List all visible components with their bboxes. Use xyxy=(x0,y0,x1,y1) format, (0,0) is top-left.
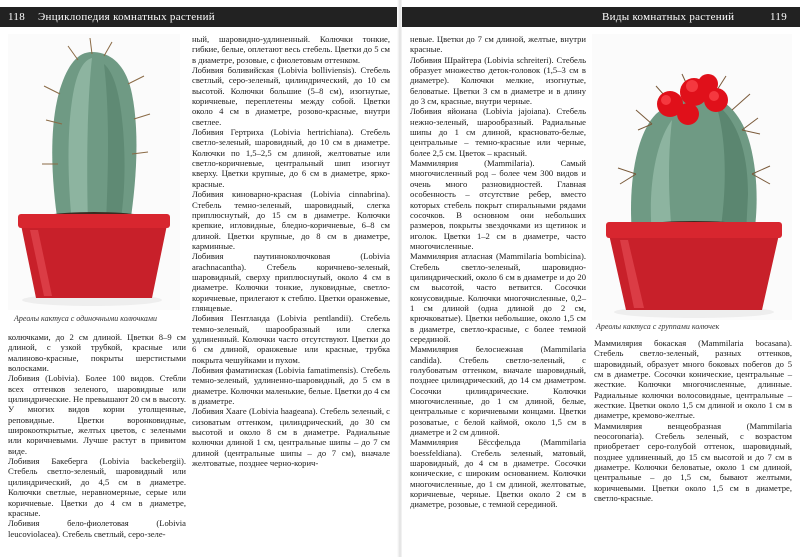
left-page-column-right xyxy=(192,34,390,468)
paragraph: ный, шаровидно-удлиненный. Колючки тонкие, гибкие, белые, оплетают весь стебель. Цветки до 5 см в диаметре, розовые, с фиолетовым оттенком. xyxy=(192,34,390,65)
paragraph: Лобивия яйоиана (Lobivia jajoiana). Стебель нежно-зеленый, шарообразный. Радиальные шипы до 1 см длиной, красновато-белые, центральные – темно-красные или черные, более 2,5 см. Цветок – красный. xyxy=(410,106,586,158)
paragraph: Лобивия Гертриха (Lobivia hertrichiana). Стебель светло-зеленый, шаровидный, до 10 см в диаметре. Колючки по 1,5–2,5 см длиной, желтоватые или светло-коричневые, центральный шип изогнут кверху. Цветки крупные, до 6 см в диаметре, ярко-красные. xyxy=(192,127,390,189)
paragraph: невые. Цветки до 7 см длиной, желтые, внутри красные. xyxy=(410,34,586,55)
paragraph: Лобивия фаматинская (Lobivia famatimensis). Стебель темно-зеленый, удлиненно-шаровидный, до 5 см в диаметре. Колючки маленькие, белые. Цветки до 4 см в диаметре. xyxy=(192,365,390,407)
paragraph: Лобивия киноварно-красная (Lobivia cinnabrina). Стебель темно-зеленый, шаровидный, слегка приплюснутый, до 15 см в диаметре. Колючки крепкие, игловидные, бледно-коричневые, 6–8 см длиной. Цветки крупные, до 8 см в диаметре, карминные. xyxy=(192,189,390,251)
paragraph: Маммилярия венцеобразная (Mammilaria neocoronaria). Стебель зеленый, с возрастом приобретает серо-голубой оттенок, шаровидный, позднее удлиненный, до 15 см высотой и до 7 см в диаметре. Колючки беловатые, около 1 см длиной, центральные – до 1,5 см, бывают желтыми, коричневыми. Цветки около 1,5 см в диаметре, светло-красные. xyxy=(594,420,792,504)
paragraph: Лобивия паутинноколючковая (Lobivia arachnacantha). Стебель коричнево-зеленый, шаровидный, сверху приплюснутый, около 4 см в диаметре. Колючки тонкие, луковидные, светло-коричневые, прилегают к стеблю. Цветки оранжевые, глянцевые. xyxy=(192,251,390,313)
photo-caption-left: Ареолы кактуса с одиночными колючками xyxy=(14,314,157,323)
paragraph: Маммилярия бокаская (Mammilaria bocasana). Стебель светло-зеленый, разных оттенков, шаровидный, образует много боковых побегов до 5 см в диаметре. Сосочки конические, центральные – жесткие. Колючки многочисленные, длинные. Радиальные колючки волосовидные, центральные – жесткие. Цветки около 1,5 см длиной и около 1 см в диаметре, кремово-желтые. xyxy=(594,338,792,421)
left-page-column-bottom-left xyxy=(8,332,186,539)
right-page xyxy=(402,0,800,557)
running-header-right xyxy=(402,7,800,27)
paragraph: Лобивия Шрайтера (Lobivia schreiteri). Стебель образует множество деток-головок (1,5–3 см в диаметре). Колючки мелкие, изогнутые, беловатые. Цветки 3 см в диаметре и в длину до 3 см, красные, внутри черные. xyxy=(410,54,586,107)
paragraph: Лобивия Пентланда (Lobivia pentlandii). Стебель темно-зеленый, шарообразный или слегка удлиненный. Колючки часто отсутствуют. Цветки до 6 см длиной, оранжевые или красные, трубка покрыта чешуйками и пухом. xyxy=(192,313,390,365)
running-title: Виды комнатных растений xyxy=(602,11,735,23)
photo-caption-right: Ареолы кактуса с группами колючек xyxy=(596,322,720,331)
paragraph: Лобивия бело-фиолетовая (Lobivia leucoviolacea). Стебель светлый, серо-зеле- xyxy=(8,518,186,539)
page-number: 119 xyxy=(770,11,787,23)
paragraph: колючками, до 2 см длиной. Цветки 8–9 см длиной, с узкой трубкой, красные или малиново-красные, покрыты шерстистыми волосками. xyxy=(8,332,186,374)
paragraph: Лобивия Бакеберга (Lobivia backebergii). Стебель светло-зеленый, шаровидный или цилиндрический, до 4,5 см в диаметре. Колючки светлые, неравномерные, серые или коричневые. Цветки до 4 см в диаметре, красные. xyxy=(8,456,186,518)
left-page xyxy=(0,0,398,557)
right-page-column-bottom-right xyxy=(594,338,792,504)
paragraph: Маммилярия Бёссфельда (Mammilaria boessfeldiana). Стебель зеленый, матовый, шаровидный, до 4 см в диаметре. Сосочки конические, с широким основанием. Колючки многочисленные, до 1 см длиной, желтоватые, коричневые, черные. Цветки около 2 см в диаметре, розовые, с темной серединой. xyxy=(410,437,586,510)
paragraph: Лобивия (Lobivia). Более 100 видов. Стебли всех оттенков зеленого, шаровидные или цилиндрические. Не превышают 20 см в высоту. У многих видов корни утолщенные, реповидные. Цветки воронковидные, широкооткрытые, желтых цветов, с зелеными или коричневыми. Лучше растут в привитом виде. xyxy=(8,373,186,456)
paragraph: Маммилярия (Mammilaria). Самый многочисленный род – более чем 300 видов и очень много разновидностей. Главная особенность – отсутствие ребер, вместо которых стебель покрыт спиральными рядами сосочков. В основном они небольших размеров, покрыты звездочками из щетинок и иголок. Цветки 1–2 см в диаметре, часто многочисленные. xyxy=(410,158,586,251)
page-number: 118 xyxy=(8,11,25,23)
paragraph: Маммилярия белоснежная (Mammilaria candida). Стебель светло-зеленый, с голубоватым оттенком, вначале шаровидный, позднее цилиндрический, до 14 см диаметром. Сосочки цилиндрические. Колючки многочисленные, до 1 см длиной, белые, центральные с коричневыми концами. Цветки розоватые, с белой каймой, около 1,5 см в диаметре и 2 см длиной. xyxy=(410,344,586,438)
paragraph: Маммилярия атласная (Mammilaria bombicina). Стебель светло-зеленый, шаровидно-цилиндрический, около 6 см в диаметре и до 20 см высотой, часто ветвится. Сосочки конусовидные. Колючки многочисленные, 0,2–1 см длиной (одна длиной до 2 см, крючковатые). Цветки небольшие, около 1,5 см в диаметре, светло-красные, с более темной серединой. xyxy=(410,251,586,344)
paragraph: Лобивия Хааге (Lobivia haageana). Стебель зеленый, с сизоватым оттенком, цилиндрический, до 30 см высотой и около 8 см в диаметре. Радиальные колючки длиной 1 см, центральные шипы – до 7 см длиной (центральные шипы – до 7 см), вначале желтоватые, позднее черно-корич- xyxy=(192,406,390,469)
running-header-left xyxy=(0,7,398,27)
paragraph: Лобивия боливийская (Lobivia bolliviensis). Стебель светлый, серо-зеленый, цилиндрический, до 10 см высотой. Колючки большие (5–8 см), изогнутые, коричневые, переплетены между собой. Цветки около 4 см в диаметре, розово-красные, внутри светлее. xyxy=(192,65,390,127)
right-page-column-left xyxy=(410,34,586,510)
cactus-photo-clustered-spines xyxy=(592,34,792,320)
cactus-photo-single-spines xyxy=(8,34,180,310)
running-title: Энциклопедия комнатных растений xyxy=(38,11,215,23)
